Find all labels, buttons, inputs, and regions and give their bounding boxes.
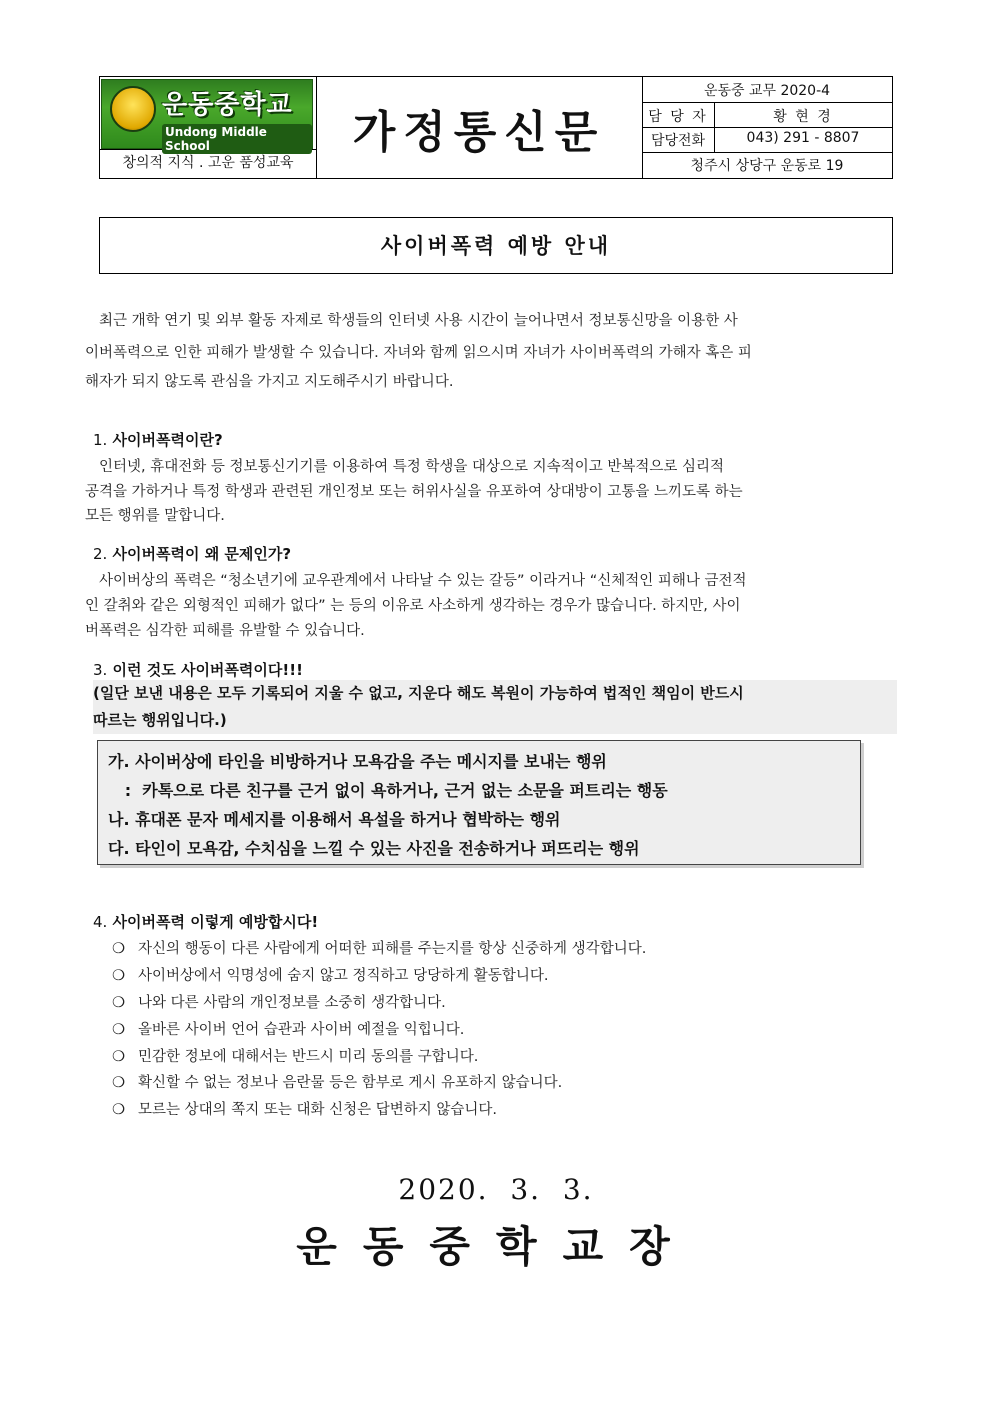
manager-label: 담 당 자	[648, 109, 708, 125]
manager-name: 황 현 경	[773, 109, 833, 125]
prevention-item: ❍ 올바른 사이버 언어 습관과 사이버 예절을 익힙니다.	[112, 1022, 465, 1038]
document-number: 운동중 교무 2020-4	[703, 83, 831, 99]
phone-number: 043) 291 - 8807	[746, 130, 860, 146]
intro-line-3: 해자가 되지 않도록 관심을 가지고 지도해주시기 바랍니다.	[85, 374, 454, 390]
example-1-detail: : 카톡으로 다른 친구를 근거 없이 욕하거나, 근거 없는 소문을 퍼트리는 행동	[108, 781, 668, 800]
logo-subtext: Undong Middle School	[162, 124, 312, 154]
section-2-heading: 2. 사이버폭력이 왜 문제인가?	[93, 545, 292, 563]
school-emblem-icon	[110, 86, 156, 132]
circle-bullet-icon: ❍	[112, 1102, 125, 1118]
phone-label: 담당전화	[650, 133, 706, 149]
circle-bullet-icon: ❍	[112, 995, 125, 1011]
section-1-line-2: 공격을 가하거나 특정 학생과 관련된 개인정보 또는 허위사실을 유포하여 상대방이 고통을 느끼도록 하는	[85, 484, 743, 500]
section-3-warning	[93, 680, 897, 734]
issue-date: 2020. 3. 3.	[398, 1173, 594, 1206]
school-address: 청주시 상당구 운동로 19	[690, 158, 844, 174]
logo-text: 운동중학교	[162, 90, 293, 120]
section-4-heading: 4. 사이버폭력 이렇게 예방합시다!	[93, 913, 319, 931]
page-title: 가정통신문	[352, 107, 606, 158]
intro-line-1: 최근 개학 연기 및 외부 활동 자제로 학생들의 인터넷 사용 시간이 늘어나면서 정보통신망을 이용한 사	[99, 313, 738, 329]
section-1-line-1: 인터넷, 휴대전화 등 정보통신기기를 이용하여 특정 학생을 대상으로 지속적이고 반복적으로 심리적	[99, 459, 724, 475]
section-2-line-3: 버폭력은 심각한 피해를 유발할 수 있습니다.	[85, 623, 365, 639]
notice-title: 사이버폭력 예방 안내	[99, 217, 893, 274]
section-3-line-1: (일단 보낸 내용은 모두 기록되어 지울 수 없고, 지운다 해도 복원이 가능하여 법적인 책임이 반드시	[93, 684, 744, 702]
circle-bullet-icon: ❍	[112, 1049, 125, 1065]
circle-bullet-icon: ❍	[112, 1022, 125, 1038]
prevention-item: ❍ 모르는 상대의 쪽지 또는 대화 신청은 답변하지 않습니다.	[112, 1102, 498, 1118]
example-3: 다. 타인이 모욕감, 수치심을 느낄 수 있는 사진을 전송하거나 퍼뜨리는 행위	[108, 839, 640, 858]
section-2-line-1: 사이버상의 폭력은 “청소년기에 교우관계에서 나타날 수 있는 갈등” 이라거나 “신체적인 피해나 금전적	[99, 573, 747, 589]
circle-bullet-icon: ❍	[112, 941, 125, 957]
intro-line-2: 이버폭력으로 인한 피해가 발생할 수 있습니다. 자녀와 함께 읽으시며 자녀가 사이버폭력의 가해자 혹은 피	[85, 345, 752, 361]
principal-signature: 운동중학교장	[296, 1222, 696, 1271]
prevention-item: ❍ 사이버상에서 익명성에 숨지 않고 정직하고 당당하게 활동합니다.	[112, 968, 549, 984]
example-2: 나. 휴대폰 문자 메세지를 이용해서 욕설을 하거나 협박하는 행위	[108, 810, 561, 829]
school-motto: 창의적 지식 . 고운 품성교육	[122, 155, 294, 171]
section-3-line-2: 따르는 행위입니다.)	[93, 711, 227, 729]
section-3-heading: 3. 이런 것도 사이버폭력이다!!!	[93, 661, 303, 679]
prevention-item: ❍ 민감한 정보에 대해서는 반드시 미리 동의를 구합니다.	[112, 1049, 479, 1065]
section-1-heading: 1. 사이버폭력이란?	[93, 431, 223, 449]
circle-bullet-icon: ❍	[112, 1075, 125, 1091]
prevention-item: ❍ 나와 다른 사람의 개인정보를 소중히 생각합니다.	[112, 995, 446, 1011]
section-2-line-2: 인 갈취와 같은 외형적인 피해가 없다” 는 등의 이유로 사소하게 생각하는 경우가 많습니다. 하지만, 사이	[85, 598, 741, 614]
example-1: 가. 사이버상에 타인을 비방하거나 모욕감을 주는 메시지를 보내는 행위	[108, 752, 607, 771]
prevention-item: ❍ 자신의 행동이 다른 사람에게 어떠한 피해를 주는지를 항상 신중하게 생각합니다.	[112, 941, 647, 957]
section-1-line-3: 모든 행위를 말합니다.	[85, 508, 225, 524]
examples-box	[97, 740, 861, 865]
prevention-item: ❍ 확신할 수 없는 정보나 음란물 등은 함부로 게시 유포하지 않습니다.	[112, 1075, 563, 1091]
circle-bullet-icon: ❍	[112, 968, 125, 984]
school-logo	[101, 79, 313, 153]
